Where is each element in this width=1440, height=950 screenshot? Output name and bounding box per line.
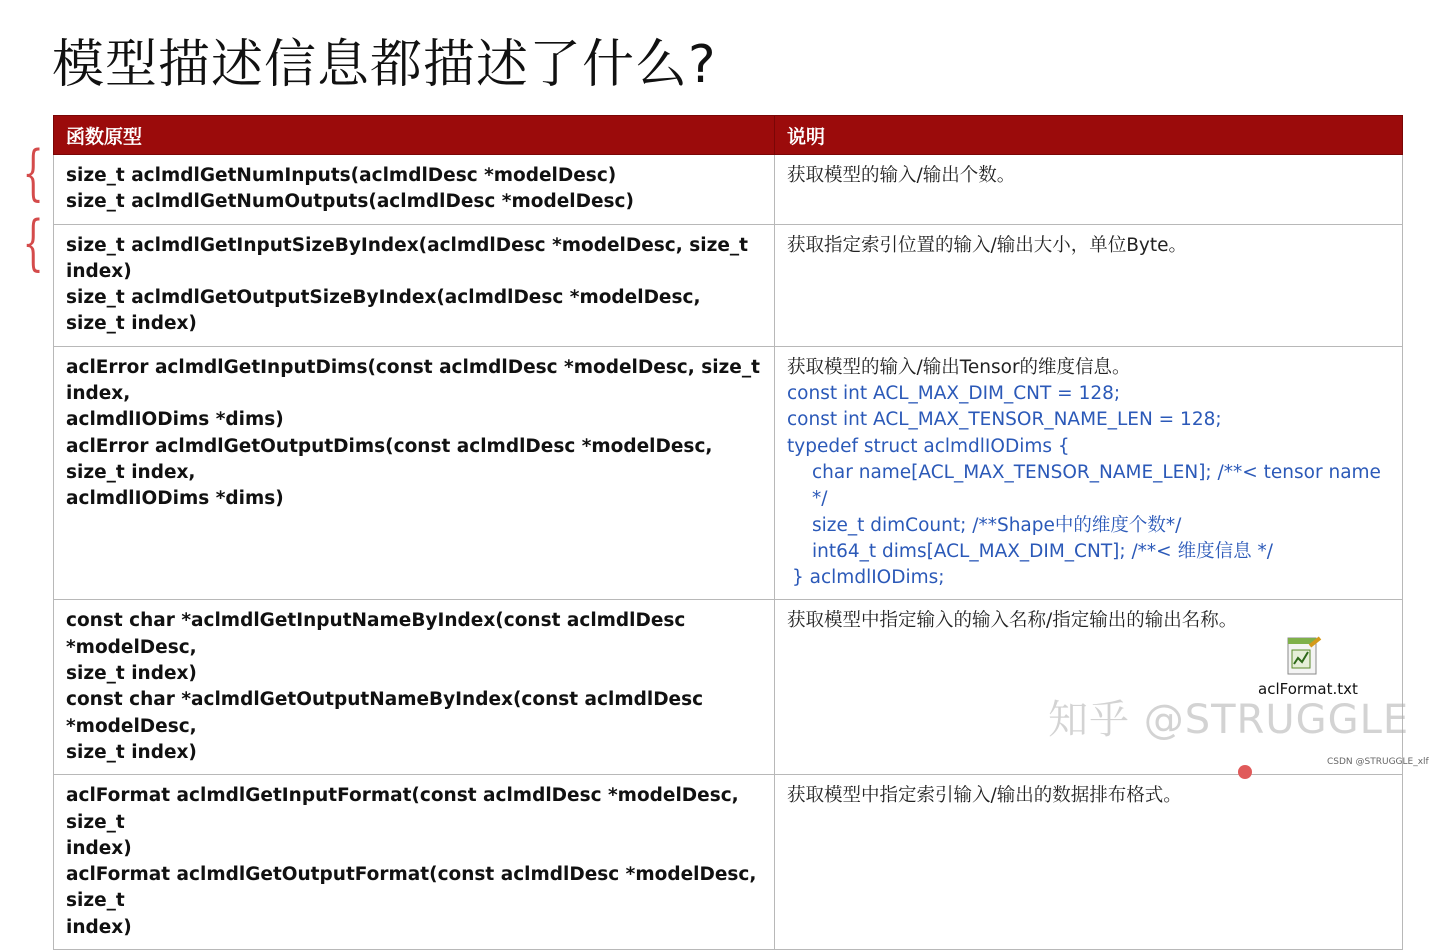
prototype-cell <box>54 346 775 600</box>
description-text: 获取模型中指定输入的输入名称/指定输出的输出名称。 <box>787 610 1238 632</box>
api-table <box>53 115 1403 950</box>
prototype-cell <box>54 600 775 775</box>
prototype-line: size_t index) <box>66 741 197 763</box>
prototype-cell <box>54 155 775 225</box>
prototype-cell <box>54 775 775 950</box>
table-header-row <box>54 116 1403 155</box>
text-file-icon[interactable] <box>1284 636 1324 678</box>
prototype-line: aclError aclmdlGetOutputDims(const aclmdlDesc *modelDesc, size_t index, <box>66 435 713 483</box>
prototype-line: size_t aclmdlGetInputSizeByIndex(aclmdlDesc *modelDesc, size_t index) <box>66 234 748 282</box>
prototype-line: const char *aclmdlGetOutputNameByIndex(const aclmdlDesc *modelDesc, <box>66 689 704 737</box>
table-row <box>54 346 1403 600</box>
code-line: size_t dimCount; /**Shape中的维度个数*/ <box>812 514 1182 536</box>
prototype-line: size_t aclmdlGetNumInputs(aclmdlDesc *modelDesc) <box>66 165 617 186</box>
prototype-line: index) <box>66 837 132 859</box>
annotation-bracket-2: { <box>22 208 44 278</box>
page-title: 模型描述信息都描述了什么? <box>52 35 717 95</box>
code-line: } aclmdlIODims; <box>792 567 945 589</box>
code-line: int64_t dims[ACL_MAX_DIM_CNT]; /**< 维度信息 */ <box>812 540 1273 562</box>
attachment-filename[interactable]: aclFormat.txt <box>1258 680 1358 698</box>
description-text: 获取模型的输入/输出Tensor的维度信息。 <box>787 356 1131 378</box>
credit-text: CSDN @STRUGGLE_xlf <box>1327 757 1429 767</box>
prototype-line: size_t aclmdlGetNumOutputs(aclmdlDesc *modelDesc) <box>66 191 634 213</box>
prototype-line: aclmdlIODims *dims) <box>66 488 284 510</box>
description-cell <box>775 346 1403 600</box>
prototype-line: size_t aclmdlGetOutputSizeByIndex(aclmdlDesc *modelDesc, size_t index) <box>66 287 701 335</box>
code-line: const int ACL_MAX_DIM_CNT = 128; <box>787 383 1121 405</box>
description-text: 获取模型中指定索引输入/输出的数据排布格式。 <box>787 785 1182 807</box>
description-cell <box>775 155 1403 225</box>
watermark: 知乎 @STRUGGLE <box>1048 697 1410 743</box>
prototype-cell <box>54 224 775 346</box>
annotation-bracket-1: { <box>22 138 44 208</box>
header-prototype: 函数原型 <box>54 116 775 155</box>
table-row <box>54 775 1403 950</box>
prototype-line: const char *aclmdlGetInputNameByIndex(const aclmdlDesc *modelDesc, <box>66 610 686 658</box>
decorative-dot <box>1238 765 1252 779</box>
header-description: 说明 <box>775 116 1403 155</box>
code-line: const int ACL_MAX_TENSOR_NAME_LEN = 128; <box>787 409 1222 431</box>
description-text: 获取指定索引位置的输入/输出大小，单位Byte。 <box>787 234 1188 256</box>
description-cell <box>775 775 1403 950</box>
description-text: 获取模型的输入/输出个数。 <box>787 165 1016 186</box>
prototype-line: index) <box>66 916 132 938</box>
prototype-line: aclError aclmdlGetInputDims(const aclmdlDesc *modelDesc, size_t index, <box>66 356 760 405</box>
prototype-line: aclmdlIODims *dims) <box>66 409 284 431</box>
prototype-line: size_t index) <box>66 663 197 685</box>
table-row <box>54 224 1403 346</box>
prototype-line: aclFormat aclmdlGetOutputFormat(const aclmdlDesc *modelDesc, size_t <box>66 864 757 912</box>
code-line: char name[ACL_MAX_TENSOR_NAME_LEN]; /**< tensor name */ <box>812 461 1381 510</box>
table-row <box>54 155 1403 225</box>
code-line: typedef struct aclmdlIODims { <box>787 435 1070 457</box>
description-cell <box>775 224 1403 346</box>
prototype-line: aclFormat aclmdlGetInputFormat(const aclmdlDesc *modelDesc, size_t <box>66 785 739 833</box>
